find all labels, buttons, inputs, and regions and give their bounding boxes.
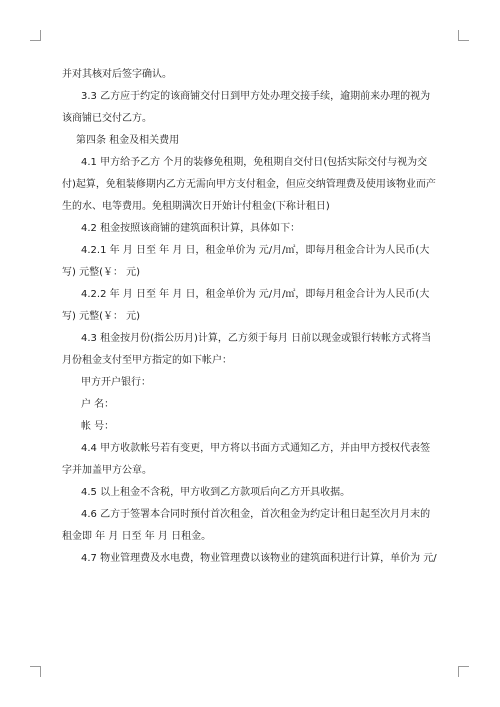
crop-mark-bottom-right	[458, 666, 469, 677]
text-line: 4.1 甲方给予乙方 个月的装修免租期，免租期自交付日(包括实际交付与视为交	[81, 157, 428, 168]
section-heading: 第四条 租金及相关费用	[76, 135, 180, 146]
crop-mark-top-right	[458, 30, 469, 41]
text-line: 4.4 甲方收款帐号若有变更，甲方将以书面方式通知乙方，并由甲方授权代表签	[81, 443, 431, 454]
text-line: 并对其核对后签字确认。	[62, 69, 172, 80]
text-line: 4.2.2 年 月 日至 年 月 日，租金单价为 元/月/㎡，即每月租金合计为人民币(大	[81, 289, 430, 300]
account-number-label: 帐 号：	[81, 421, 115, 432]
text-line: 4.7 物业管理费及水电费，物业管理费以该物业的建筑面积进行计算，单价为 元/	[81, 553, 437, 564]
text-line: 租金即 年 月 日至 年 月 日租金。	[62, 531, 212, 542]
account-name-label: 户 名：	[81, 399, 115, 410]
bank-label: 甲方开户银行：	[81, 377, 151, 388]
text-line: 月份租金支付至甲方指定的如下帐户：	[62, 355, 232, 366]
crop-mark-top-left	[30, 30, 41, 41]
text-line: 3.3 乙方应于约定的该商铺交付日到甲方处办理交接手续，逾期前来办理的视为	[81, 91, 431, 102]
text-line: 4.3 租金按月份(指公历月)计算，乙方须于每月 日前以现金或银行转帐方式将当	[81, 333, 432, 344]
text-line: 4.5 以上租金不含税，甲方收到乙方款项后向乙方开具收据。	[81, 487, 351, 498]
text-line: 写) 元整(￥： 元)	[62, 311, 141, 322]
text-line: 4.6 乙方于签署本合同时预付首次租金，首次租金为约定计租日起至次月月末的	[81, 509, 431, 520]
text-line: 4.2 租金按照该商铺的建筑面积计算，具体如下：	[81, 223, 301, 234]
crop-mark-bottom-left	[30, 666, 41, 677]
text-line: 写) 元整(￥： 元)	[62, 267, 141, 278]
text-line: 该商铺已交付乙方。	[62, 113, 152, 124]
text-line: 4.2.1 年 月 日至 年 月 日，租金单价为 元/月/㎡，即每月租金合计为人民币(大	[81, 245, 430, 256]
text-line: 生的水、电等费用。免租期满次日开始计付租金(下称计租日)	[62, 201, 330, 212]
document-body	[62, 64, 442, 570]
text-line: 付)起算，免租装修期内乙方无需向甲方支付租金，但应交纳管理费及使用该物业而产	[62, 179, 436, 190]
text-line: 字并加盖甲方公章。	[62, 465, 152, 476]
